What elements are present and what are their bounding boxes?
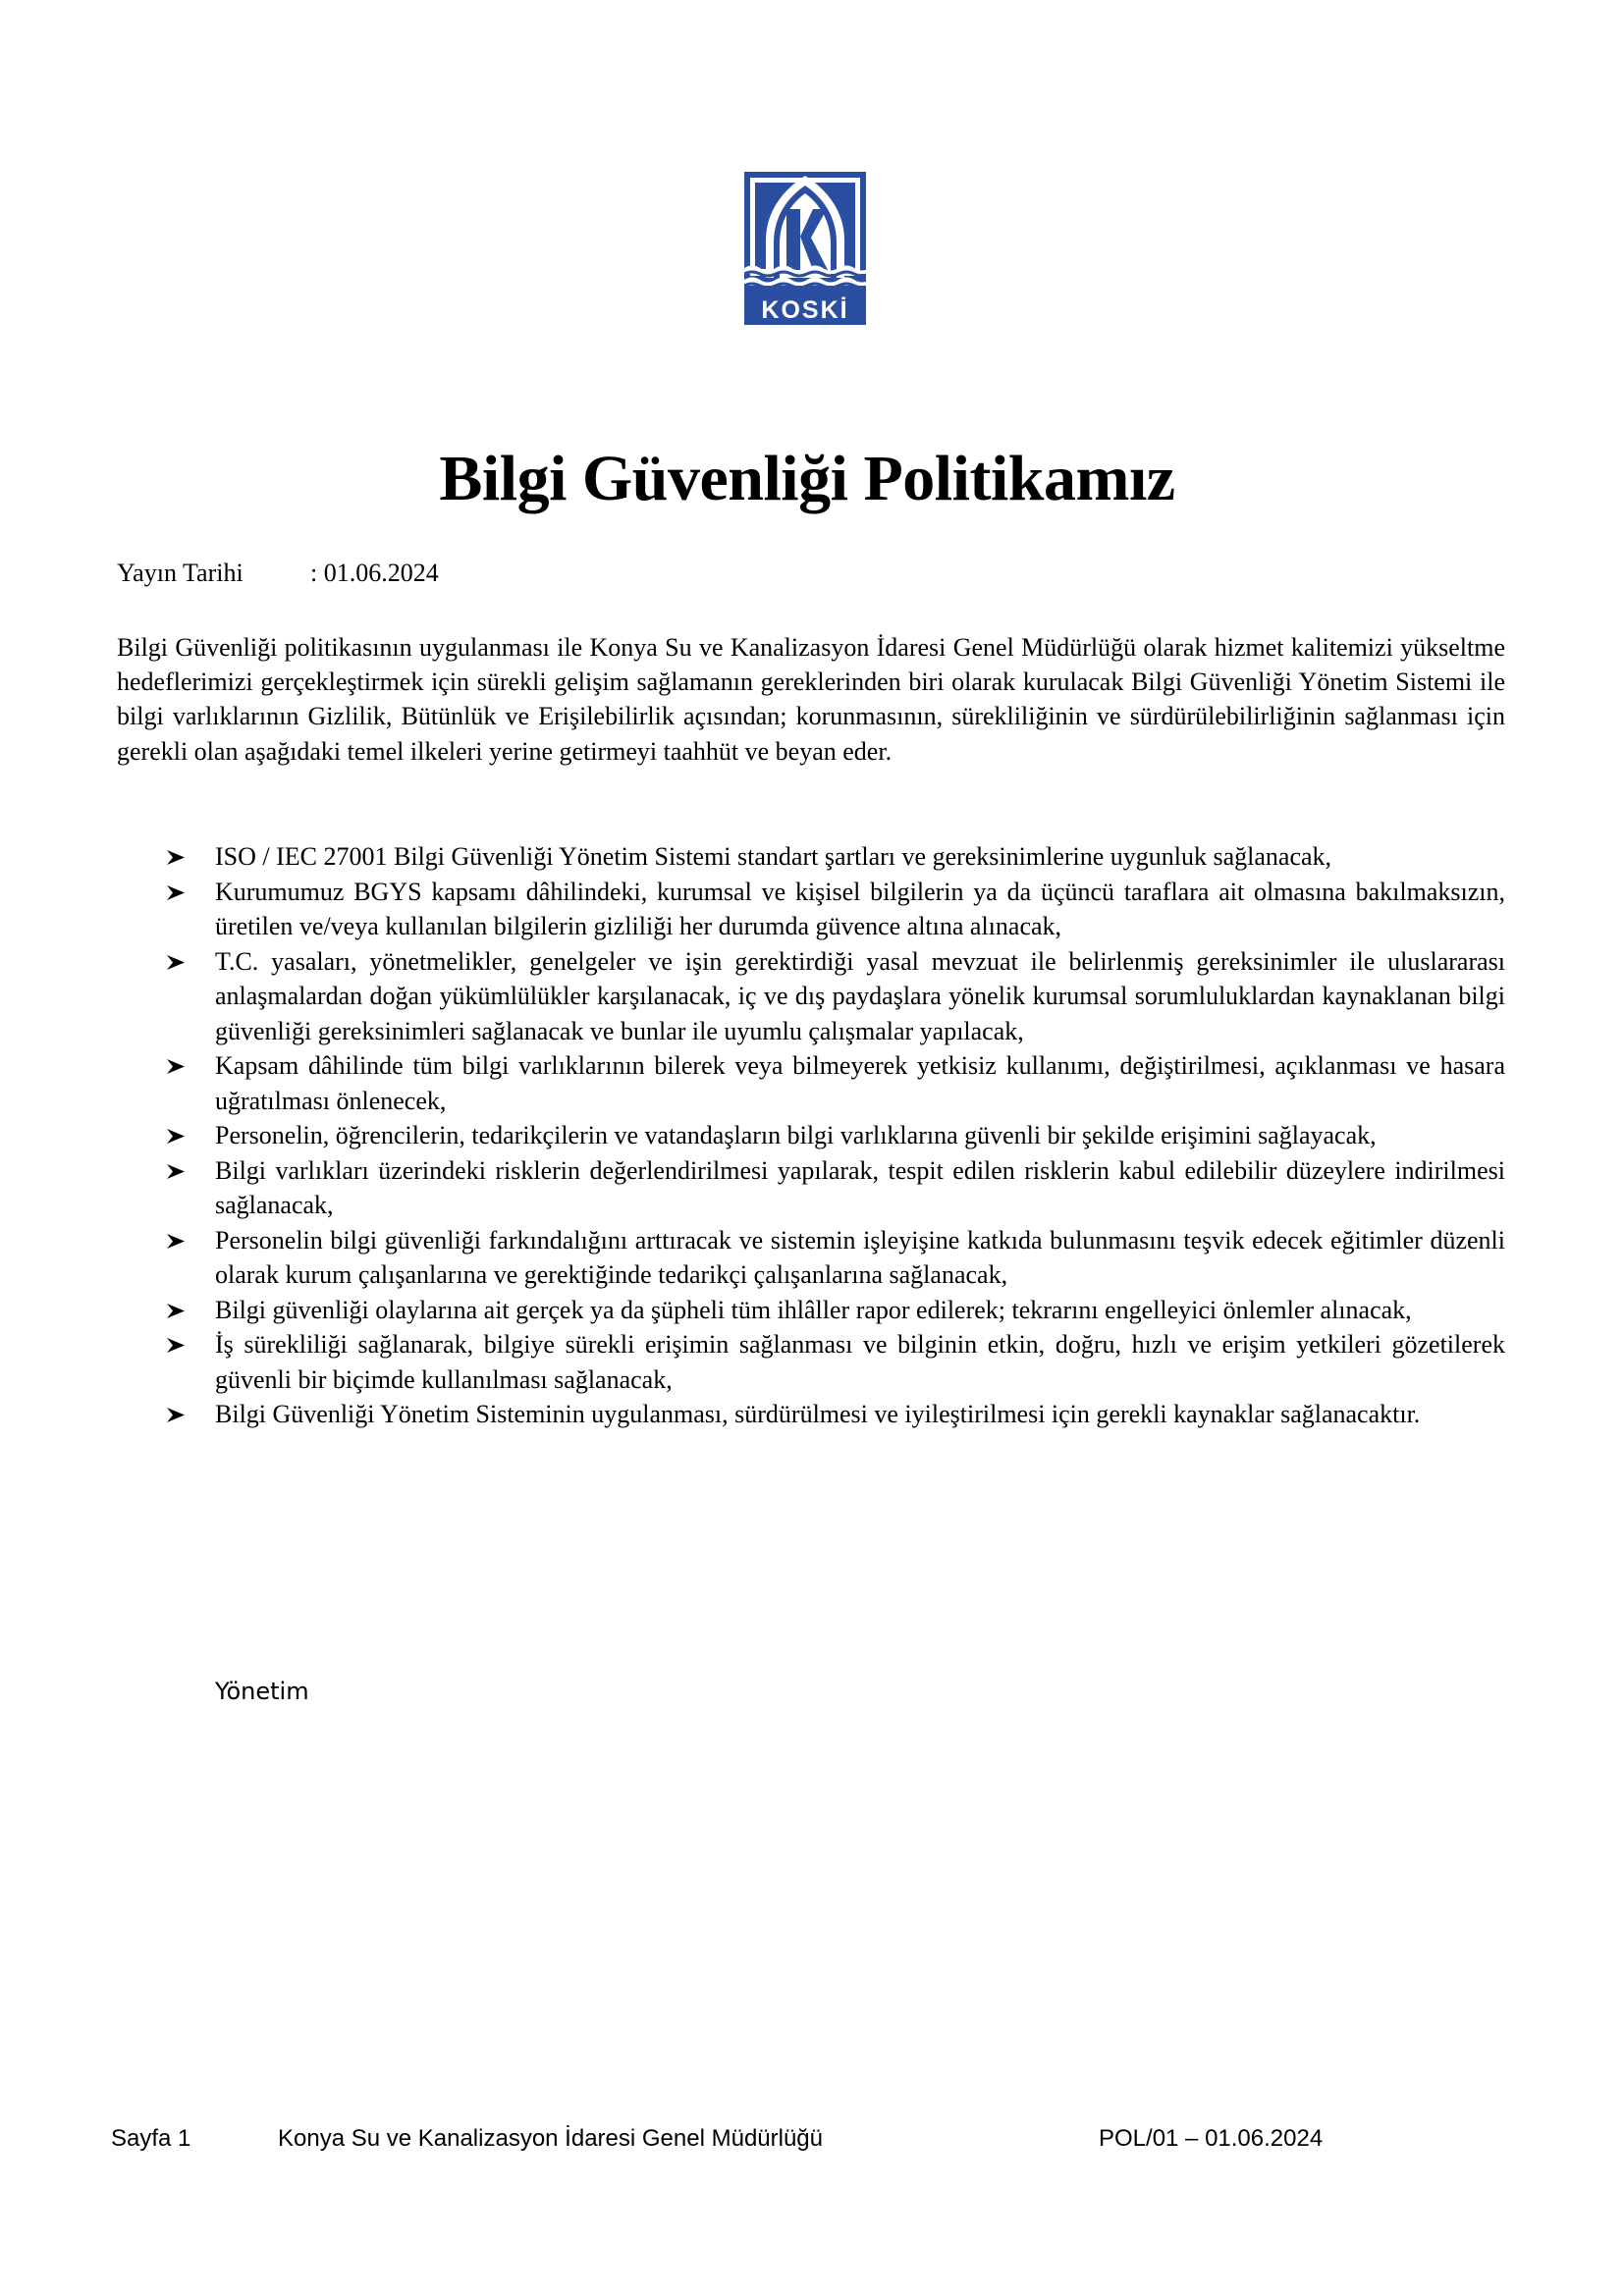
principle-text: Kurumumuz BGYS kapsamı dâhilindeki, kurumsal ve kişisel bilgilerin ya da üçüncü taraflara ait olmasına bakılmaksızın, üretilen ve/veya kullanılan bilgilerin gizliliği her durumda güvence altına alınacak, — [215, 877, 1505, 940]
footer-organization: Konya Su ve Kanalizasyon İdaresi Genel Müdürlüğü — [278, 2125, 823, 2152]
principle-text: Bilgi güvenliği olaylarına ait gerçek ya da şüpheli tüm ihlâller rapor edilerek; tekrarını engelleyici önlemler alınacak, — [215, 1295, 1412, 1324]
footer-page-number: Sayfa 1 — [111, 2125, 191, 2152]
list-item — [117, 1118, 1505, 1153]
publication-date-row — [117, 556, 439, 591]
intro-paragraph: Bilgi Güvenliği politikasının uygulanması ile Konya Su ve Kanalizasyon İdaresi Genel Müdürlüğü olarak hizmet kalitemizi yükseltme hedeflerimizi gerçekleştirmek için sürekli gelişim sağlamanın gereklerinden biri olarak kurulacak Bilgi Güvenliği Yönetim Sistemi ile bilgi varlıklarının Gizlilik, Bütünlük ve Erişilebilirlik açısından; korunmasının, sürekliliğinin ve sürdürülebilirliğinin sağlanması için gerekli olan aşağıdaki temel ilkeleri yerine getirmeyi taahhüt ve beyan eder. — [117, 633, 1505, 766]
list-item — [117, 875, 1505, 944]
koski-logo — [744, 172, 866, 325]
arrow-bullet-icon — [167, 1338, 185, 1353]
koski-logo-text: KOSKİ — [761, 296, 849, 324]
list-item — [117, 1223, 1505, 1293]
signature: Yönetim — [215, 1678, 309, 1705]
principle-text: T.C. yasaları, yönetmelikler, genelgeler ve işin gerektirdiği yasal mevzuat ile belirlenmiş gereksinimler ile uluslararası anlaşmalardan doğan yükümlülükler karşılanacak, iç ve dış paydaşlara yönelik kurumsal sorumluluklardan kaynaklanan bilgi güvenliği gereksinimleri sağlanacak ve bunlar ile uyumlu çalışmalar yapılacak, — [215, 946, 1505, 1045]
arrow-bullet-icon — [167, 1129, 185, 1144]
list-item — [117, 1153, 1505, 1223]
principle-text: Kapsam dâhilinde tüm bilgi varlıklarının bilerek veya bilmeyerek yetkisiz kullanımı, değiştirilmesi, açıklanması ve hasara uğratılması önlenecek, — [215, 1051, 1505, 1115]
principle-text: Personelin, öğrencilerin, tedarikçilerin ve vatandaşların bilgi varlıklarına güvenli bir şekilde erişimini sağlayacak, — [215, 1121, 1377, 1149]
list-item — [117, 944, 1505, 1049]
list-item — [117, 1397, 1505, 1432]
arrow-bullet-icon — [167, 1164, 185, 1179]
principle-text: Bilgi varlıkları üzerindeki risklerin değerlendirilmesi yapılarak, tespit edilen risklerin kabul edilebilir düzeylere indirilmesi sağlanacak, — [215, 1155, 1505, 1219]
footer-document-reference: POL/01 – 01.06.2024 — [1099, 2125, 1324, 2152]
publication-date-separator: : — [310, 559, 318, 587]
publication-date-label: Yayın Tarihi — [117, 559, 244, 587]
arrow-bullet-icon — [167, 1059, 185, 1074]
arrow-bullet-icon — [167, 1234, 185, 1249]
principle-text: ISO / IEC 27001 Bilgi Güvenliği Yönetim Sistemi standart şartları ve gereksinimlerine uygunluk sağlanacak, — [215, 842, 1332, 871]
list-item — [117, 1327, 1505, 1397]
principles-list — [117, 839, 1505, 1432]
page-title: Bilgi Güvenliği Politikamız — [439, 443, 1175, 514]
principle-text: Bilgi Güvenliği Yönetim Sisteminin uygulanması, sürdürülmesi ve iyileştirilmesi için gerekli kaynaklar sağlanacaktır. — [215, 1400, 1421, 1428]
arrow-bullet-icon — [167, 1304, 185, 1318]
list-item — [117, 1048, 1505, 1118]
arrow-bullet-icon — [167, 885, 185, 900]
arrow-bullet-icon — [167, 850, 185, 865]
list-item — [117, 839, 1505, 875]
page-footer — [0, 2124, 1624, 2154]
publication-date-value: 01.06.2024 — [323, 559, 439, 587]
principle-text: İş sürekliliği sağlanarak, bilgiye sürekli erişimin sağlanması ve bilginin etkin, doğru, hızlı ve erişim yetkileri gözetilerek güvenli bir biçimde kullanılması sağlanacak, — [215, 1330, 1505, 1394]
arrow-bullet-icon — [167, 955, 185, 970]
principle-text: Personelin bilgi güvenliği farkındalığını arttıracak ve sistemin işleyişine katkıda bulunmasını teşvik edecek eğitimler düzenli olarak kurum çalışanlarına ve gerektiğinde tedarikçi çalışanlarına sağlanacak, — [215, 1225, 1505, 1289]
arrow-bullet-icon — [167, 1408, 185, 1422]
list-item — [117, 1293, 1505, 1328]
